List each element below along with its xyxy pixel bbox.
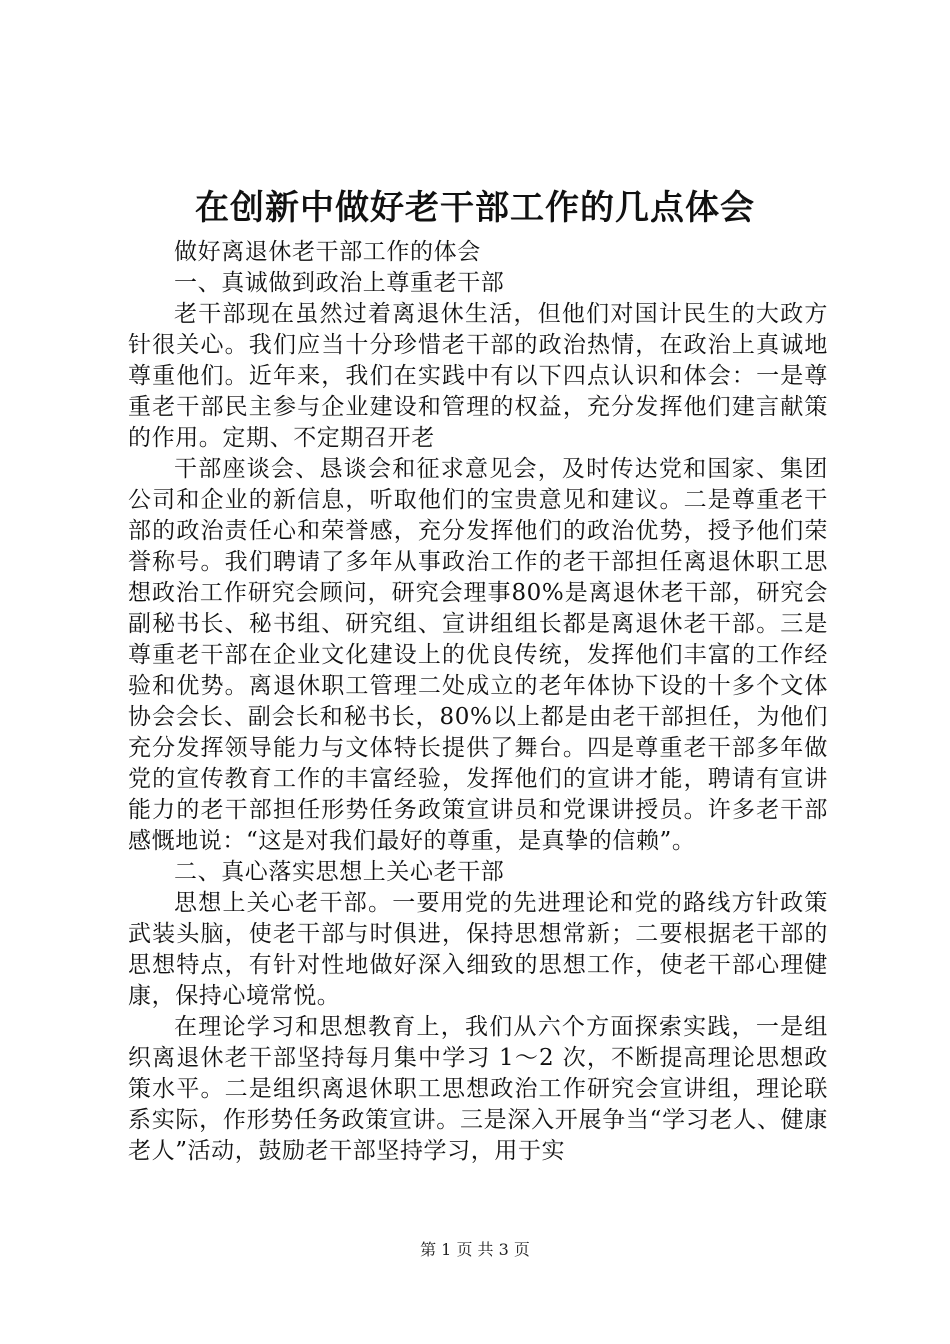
paragraph: 思想上关心老干部。一要用党的先进理论和党的路线方针政策武装头脑，使老干部与时俱进，保持思想常新；二要根据老干部的思想特点，有针对性地做好深入细致的思想工作，使老干部心理健康，保持心境常悦。 [128, 890, 828, 1009]
page-footer: 第 1 页 共 3 页 [420, 1240, 530, 1259]
paragraph: 干部座谈会、恳谈会和征求意见会，及时传达党和国家、集团公司和企业的新信息，听取他们的宝贵意见和建议。二是尊重老干部的政治责任心和荣誉感，充分发挥他们的政治优势，授予他们荣誉称号。我们聘请了多年从事政治工作的老干部担任离退休职工思想政治工作研究会顾问，研究会理事80%是离退休老干部，研究会副秘书长、秘书组、研究组、宣讲组组长都是离退休老干部。三是尊重老干部在企业文化建设上的优良传统，发挥他们丰富的工作经验和优势。离退休职工管理二处成立的老年体协下设的十多个文体协会会长、副会长和秘书长，80%以上都是由老干部担任，为他们充分发挥领导能力与文体特长提供了舞台。四是尊重老干部多年做党的宣传教育工作的丰富经验，发挥他们的宣讲才能，聘请有宣讲能力的老干部担任形势任务政策宣讲员和党课讲授员。许多老干部感慨地说：“这是对我们最好的尊重，是真挚的信赖”。 [128, 456, 828, 854]
document-body [128, 237, 828, 1167]
paragraph: 老干部现在虽然过着离退休生活，但他们对国计民生的大政方针很关心。我们应当十分珍惜老干部的政治热情，在政治上真诚地尊重他们。近年来，我们在实践中有以下四点认识和体会：一是尊重老干部民主参与企业建设和管理的权益，充分发挥他们建言献策的作用。定期、不定期召开老 [128, 301, 828, 451]
document-title: 在创新中做好老干部工作的几点体会 [195, 188, 755, 228]
section-heading-1: 一、真诚做到政治上尊重老干部 [174, 270, 505, 296]
section-heading-2: 二、真心落实思想上关心老干部 [174, 859, 505, 885]
paragraph-subtitle: 做好离退休老干部工作的体会 [174, 239, 481, 265]
paragraph: 在理论学习和思想教育上，我们从六个方面探索实践，一是组织离退休老干部坚持每月集中学习 1～2 次，不断提高理论思想政策水平。二是组织离退休职工思想政治工作研究会宣讲组，理论联系实际，作形势任务政策宣讲。三是深入开展争当“学习老人、健康老人”活动，鼓励老干部坚持学习，用于实 [128, 1014, 828, 1164]
